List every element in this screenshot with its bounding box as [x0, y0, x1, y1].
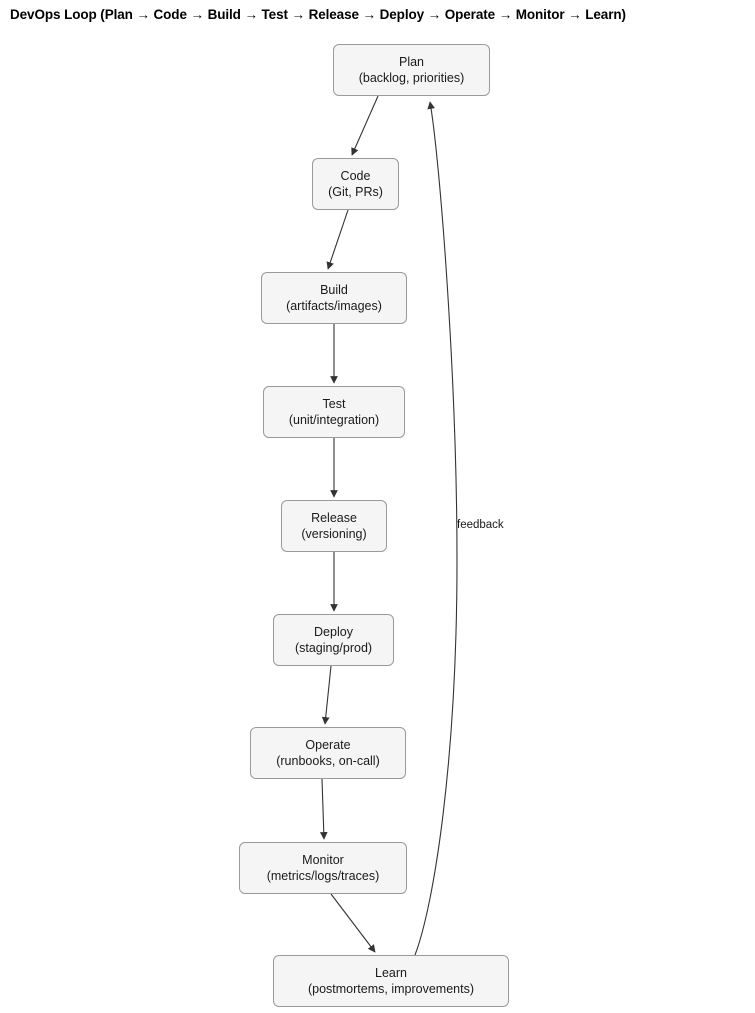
node-plan[interactable] [333, 44, 490, 96]
node-learn[interactable] [273, 955, 509, 1007]
node-deploy-subtitle: (staging/prod) [294, 641, 373, 655]
edge-plan-code [352, 96, 378, 155]
node-monitor[interactable] [239, 842, 407, 894]
node-build-subtitle: (artifacts/images) [286, 299, 382, 313]
node-monitor-subtitle: (metrics/logs/traces) [266, 869, 380, 883]
edge-deploy-operate [325, 666, 331, 724]
node-deploy-title: Deploy [314, 624, 353, 639]
node-plan-title: Plan [398, 54, 425, 69]
edge-monitor-learn [331, 894, 375, 952]
edge-code-build [328, 210, 348, 269]
node-test-subtitle: (unit/integration) [288, 413, 380, 427]
node-operate-subtitle: (runbooks, on-call) [276, 754, 380, 768]
page-title: DevOps Loop (Plan → Code → Build → Test → Release → Deploy → Operate → Monitor → Learn) [10, 7, 626, 22]
node-operate[interactable] [250, 727, 406, 779]
node-code-subtitle: (Git, PRs) [328, 185, 383, 199]
node-learn-title: Learn [375, 965, 407, 980]
node-release-subtitle: (versioning) [301, 527, 367, 541]
node-plan-subtitle: (backlog, priorities) [358, 71, 465, 85]
node-learn-subtitle: (postmortems, improvements) [307, 982, 474, 996]
edge-operate-monitor [322, 779, 324, 839]
node-operate-title: Operate [305, 737, 351, 752]
node-test-title: Test [322, 396, 346, 411]
node-release-title: Release [311, 510, 357, 525]
node-code[interactable] [312, 158, 399, 210]
node-deploy[interactable] [273, 614, 394, 666]
node-monitor-title: Monitor [302, 852, 344, 867]
node-code-title: Code [340, 168, 371, 183]
node-build-title: Build [320, 282, 348, 297]
edge-learn-plan-feedback [415, 102, 457, 955]
node-test[interactable] [263, 386, 405, 438]
edge-label-feedback: feedback [457, 519, 504, 531]
node-release[interactable] [281, 500, 387, 552]
node-build[interactable] [261, 272, 407, 324]
